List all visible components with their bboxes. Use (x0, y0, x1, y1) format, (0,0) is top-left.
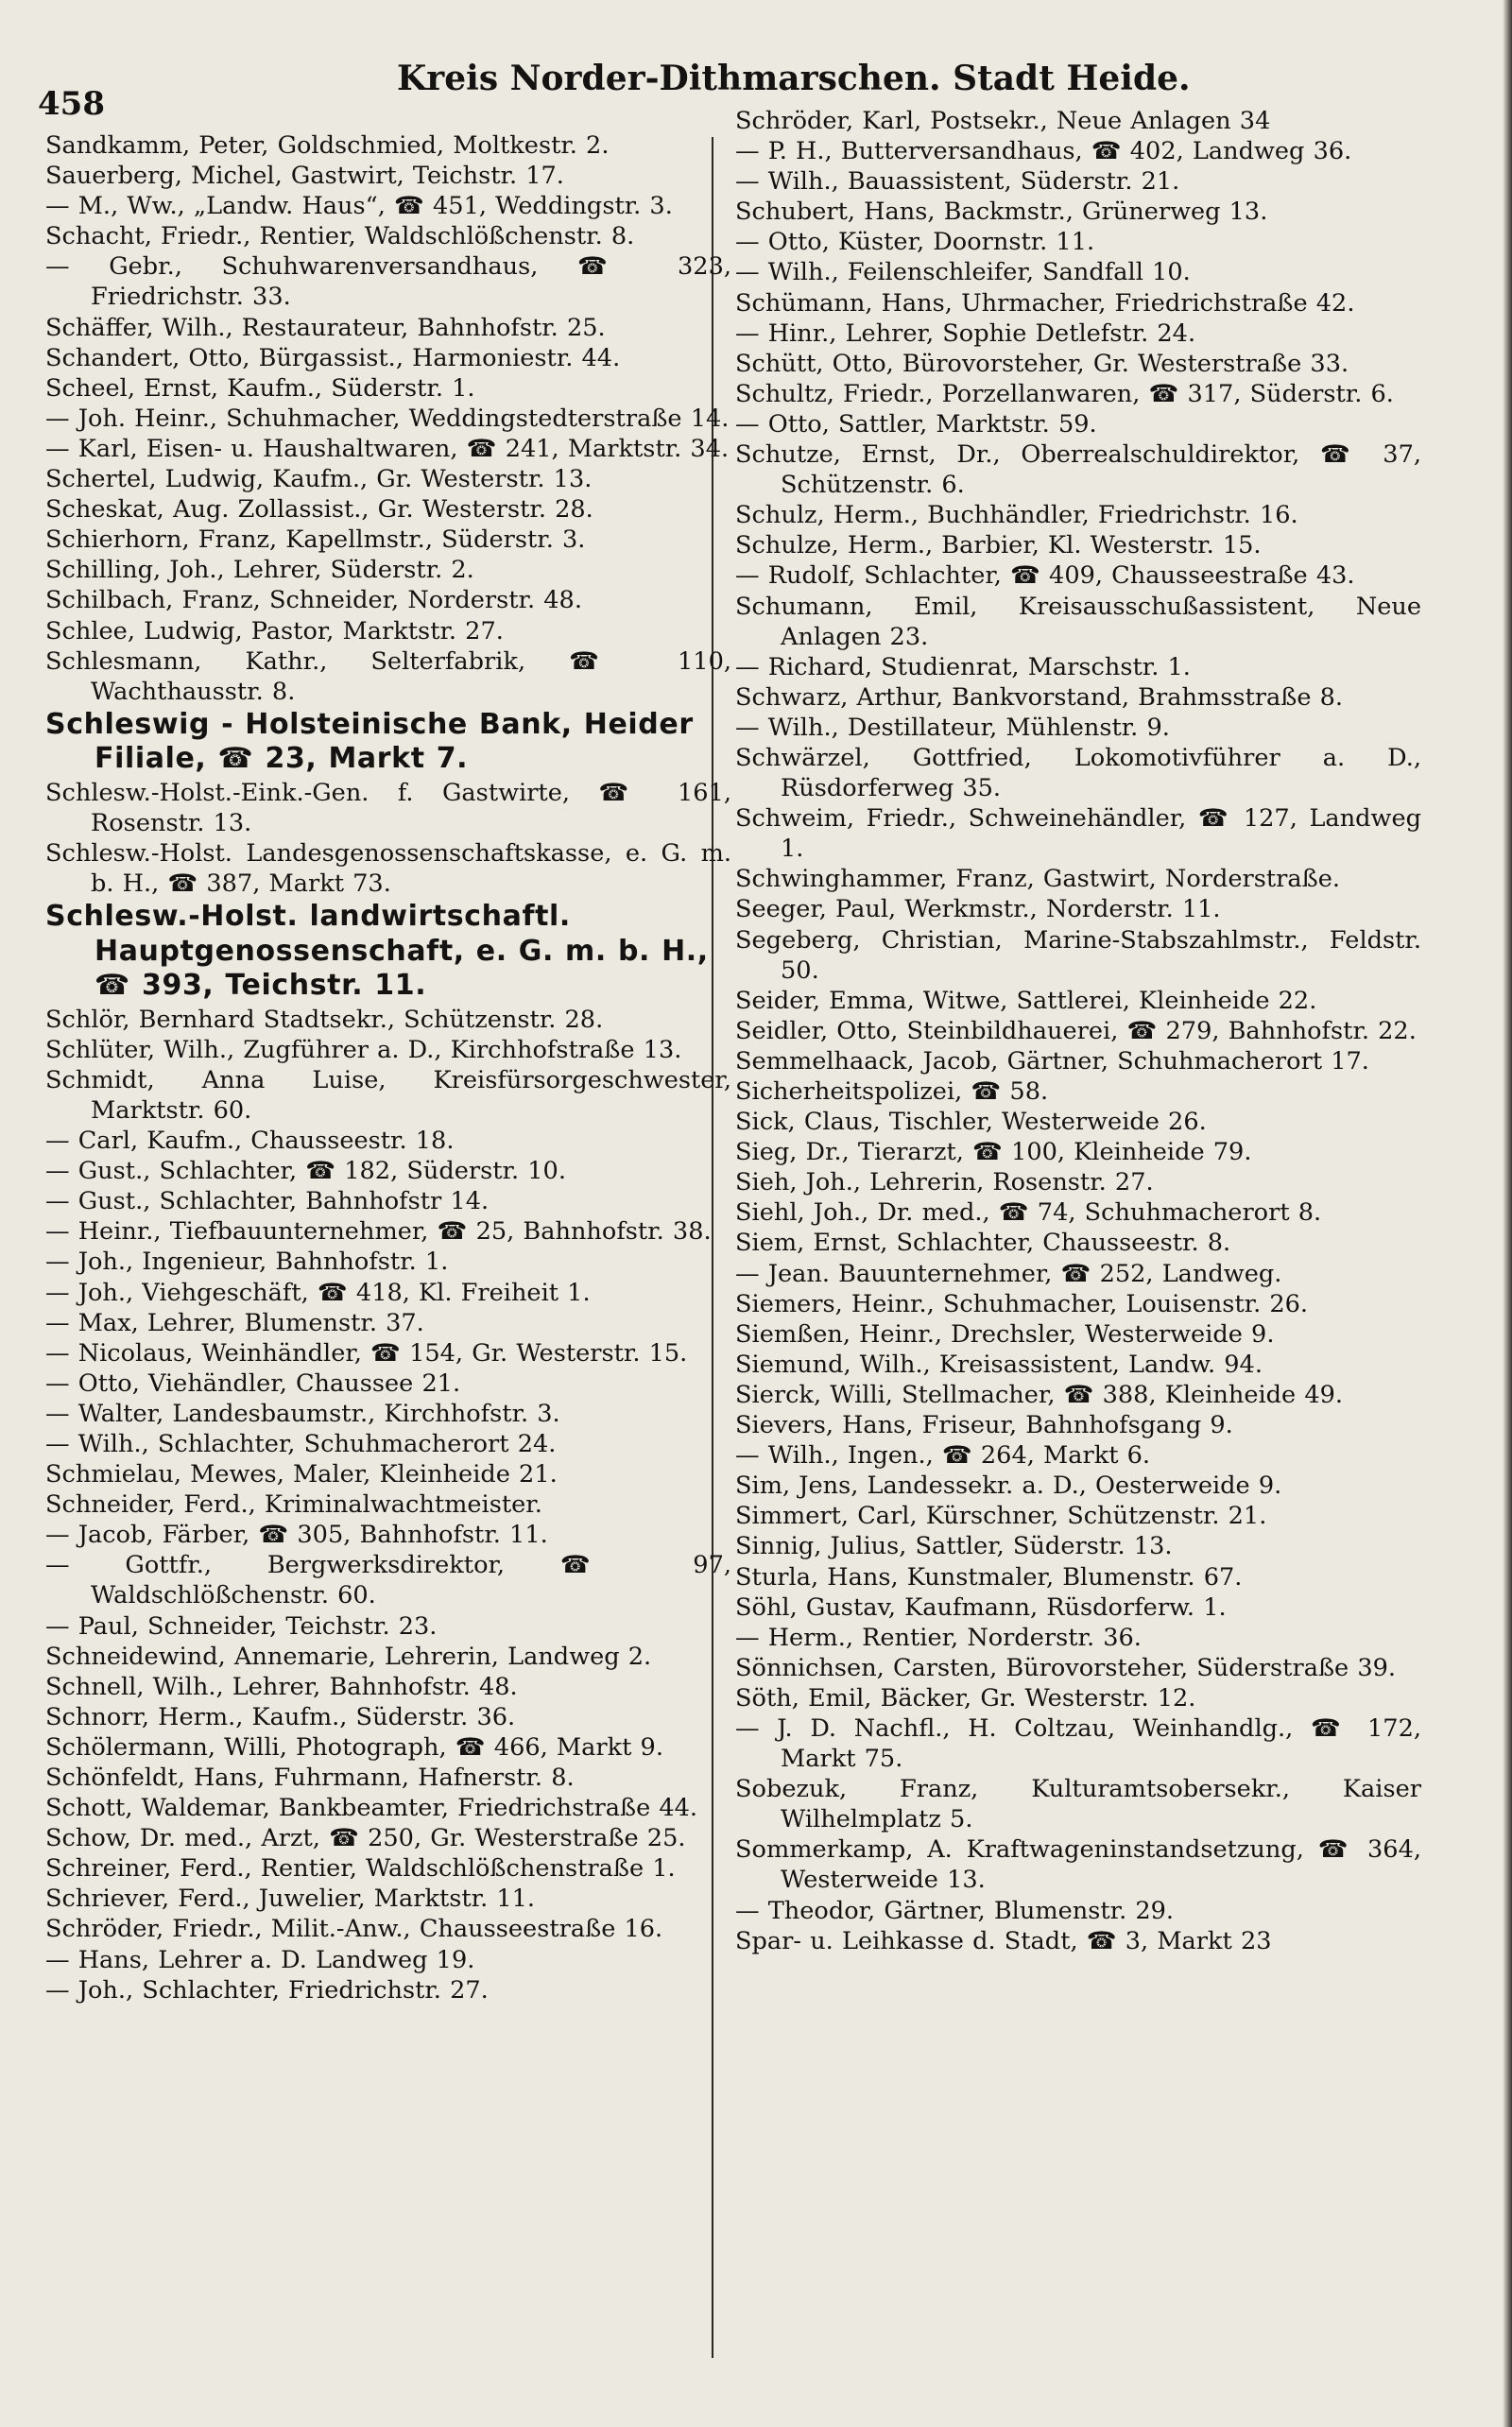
directory-entry: Sturla, Hans, Kunstmaler, Blumenstr. 67. (735, 1562, 1243, 1592)
directory-entry: — Carl, Kaufm., Chausseestr. 18. (45, 1127, 455, 1156)
directory-entry: Sandkamm, Peter, Goldschmied, Moltkestr. 2. (45, 131, 610, 160)
directory-entry-highlighted: Schlesw.-Holst. landwirtschaftl. Hauptgenossenschaft, e. G. m. b. H., ☎ 393, Teichstr. 11. (45, 900, 709, 1003)
directory-entry: — Paul, Schneider, Teichstr. 23. (45, 1611, 438, 1641)
directory-entry: Schlee, Ludwig, Pastor, Marktstr. 27. (45, 616, 504, 645)
directory-entry: Schölermann, Willi, Photograph, ☎ 466, Markt 9. (45, 1732, 663, 1762)
directory-entry: Semmelhaack, Jacob, Gärtner, Schuhmacherort 17. (735, 1046, 1369, 1076)
directory-entry: Schriever, Ferd., Juwelier, Marktstr. 11. (45, 1885, 536, 1914)
directory-entry: Schweim, Friedr., Schweinehändler, ☎ 127, Landweg 1. (735, 804, 1421, 864)
directory-entry: Seidler, Otto, Steinbildhauerei, ☎ 279, Bahnhofstr. 22. (735, 1016, 1417, 1045)
directory-entry: Sierck, Willi, Stellmacher, ☎ 388, Kleinheide 49. (735, 1380, 1344, 1409)
directory-entry: Schertel, Ludwig, Kaufm., Gr. Westerstr. 13. (45, 465, 593, 494)
directory-entry: Schwinghammer, Franz, Gastwirt, Norderstraße. (735, 865, 1341, 894)
directory-entry: Schott, Waldemar, Bankbeamter, Friedrichstraße 44. (45, 1794, 698, 1823)
running-title: Kreis Norder-Dithmarschen. Stadt Heide. (397, 59, 1191, 98)
directory-entry: Sieh, Joh., Lehrerin, Rosenstr. 27. (735, 1168, 1154, 1197)
directory-entry: Schutze, Ernst, Dr., Oberrealschuldirektor, ☎ 37, Schützenstr. 6. (735, 440, 1421, 500)
directory-entry: — Herm., Rentier, Norderstr. 36. (735, 1623, 1142, 1652)
page-number: 458 (38, 85, 105, 123)
directory-entry: Schubert, Hans, Backmstr., Grünerweg 13. (735, 198, 1268, 227)
directory-entry: — Wilh., Destillateur, Mühlenstr. 9. (735, 713, 1170, 742)
directory-entry: Siemers, Heinr., Schuhmacher, Louisenstr. 26. (735, 1289, 1309, 1318)
directory-entry: Sönnichsen, Carsten, Bürovorsteher, Süderstraße 39. (735, 1653, 1397, 1682)
directory-entry: — Karl, Eisen- u. Haushaltwaren, ☎ 241, Marktstr. 34. (45, 434, 730, 463)
page-edge-shadow (1503, 0, 1512, 2427)
directory-entry: — Hans, Lehrer a. D. Landweg 19. (45, 1945, 475, 1974)
directory-entry: — Max, Lehrer, Blumenstr. 37. (45, 1308, 424, 1337)
directory-entry: Simmert, Carl, Kürschner, Schützenstr. 21. (735, 1502, 1267, 1531)
directory-entry: — Theodor, Gärtner, Blumenstr. 29. (735, 1896, 1175, 1925)
directory-entry: Schacht, Friedr., Rentier, Waldschlößchenstr. 8. (45, 222, 635, 251)
directory-entry: Sievers, Hans, Friseur, Bahnhofsgang 9. (735, 1411, 1233, 1440)
directory-entry: Schlüter, Wilh., Zugführer a. D., Kirchhofstraße 13. (45, 1035, 682, 1064)
directory-entry: — Richard, Studienrat, Marschstr. 1. (735, 652, 1191, 681)
directory-entry: Schlör, Bernhard Stadtsekr., Schützenstr. 28. (45, 1005, 604, 1034)
directory-entry: Schwarz, Arthur, Bankvorstand, Brahmsstraße 8. (735, 682, 1344, 712)
directory-entry: Sicherheitspolizei, ☎ 58. (735, 1077, 1049, 1106)
directory-entry: Schumann, Emil, Kreisausschußassistent, Neue Anlagen 23. (735, 592, 1421, 651)
directory-entry: — Rudolf, Schlachter, ☎ 409, Chausseestraße 43. (735, 561, 1355, 591)
directory-entry: Sobezuk, Franz, Kulturamtsobersekr., Kaiser Wilhelmplatz 5. (735, 1775, 1421, 1834)
directory-entry: — Otto, Sattler, Marktstr. 59. (735, 409, 1097, 439)
directory-entry-highlighted: Schleswig - Holsteinische Bank, Heider Filiale, ☎ 23, Markt 7. (45, 707, 694, 776)
directory-entry: Schlesw.-Holst. Landesgenossenschaftskasse, e. G. m. b. H., ☎ 387, Markt 73. (45, 838, 731, 899)
right-column (735, 106, 1421, 1956)
directory-entry: Sinnig, Julius, Sattler, Süderstr. 13. (735, 1532, 1173, 1561)
directory-entry: — Gust., Schlachter, Bahnhofstr 14. (45, 1187, 490, 1216)
directory-entry: Schlesw.-Holst.-Eink.-Gen. f. Gastwirte, ☎ 161, Rosenstr. 13. (45, 778, 731, 837)
directory-entry: Siemßen, Heinr., Drechsler, Westerweide 9. (735, 1319, 1275, 1349)
directory-entry: Schmielau, Mewes, Maler, Kleinheide 21. (45, 1460, 558, 1489)
directory-entry: — Otto, Viehändler, Chaussee 21. (45, 1368, 461, 1398)
directory-entry: Siem, Ernst, Schlachter, Chausseestr. 8. (735, 1229, 1231, 1258)
directory-entry: Seider, Emma, Witwe, Sattlerei, Kleinheide 22. (735, 986, 1317, 1015)
directory-entry: — Joh., Viehgeschäft, ☎ 418, Kl. Freiheit 1. (45, 1278, 591, 1307)
directory-entry: Schlesmann, Kathr., Selterfabrik, ☎ 110, Wachthausstr. 8. (45, 646, 731, 706)
directory-entry: — Wilh., Bauassistent, Süderstr. 21. (735, 167, 1180, 197)
directory-entry: — Jean. Bauunternehmer, ☎ 252, Landweg. (735, 1259, 1282, 1288)
directory-entry: — Gottfr., Bergwerksdirektor, ☎ 97, Waldschlößchenstr. 60. (45, 1551, 731, 1610)
directory-entry: Sieg, Dr., Tierarzt, ☎ 100, Kleinheide 79. (735, 1138, 1252, 1167)
directory-entry: — Gebr., Schuhwarenversandhaus, ☎ 323, Friedrichstr. 33. (45, 252, 731, 312)
directory-entry: — Wilh., Feilenschleifer, Sandfall 10. (735, 258, 1191, 287)
directory-entry: Söth, Emil, Bäcker, Gr. Westerstr. 12. (735, 1683, 1196, 1713)
directory-entry: Schierhorn, Franz, Kapellmstr., Süderstr. 3. (45, 525, 586, 555)
directory-entry: Schnorr, Herm., Kaufm., Süderstr. 36. (45, 1702, 516, 1731)
directory-entry: — Nicolaus, Weinhändler, ☎ 154, Gr. Westerstr. 15. (45, 1338, 688, 1368)
directory-entry: Seeger, Paul, Werkmstr., Norderstr. 11. (735, 895, 1221, 924)
directory-entry: — Wilh., Ingen., ☎ 264, Markt 6. (735, 1441, 1151, 1471)
directory-entry: Söhl, Gustav, Kaufmann, Rüsdorferw. 1. (735, 1592, 1227, 1622)
directory-entry: Schümann, Hans, Uhrmacher, Friedrichstraße 42. (735, 288, 1355, 318)
directory-entry: Schreiner, Ferd., Rentier, Waldschlößchenstraße 1. (45, 1854, 676, 1884)
directory-entry: — Walter, Landesbaumstr., Kirchhofstr. 3. (45, 1399, 560, 1428)
directory-entry: — Joh. Heinr., Schuhmacher, Weddingstedterstraße 14. (45, 404, 730, 433)
directory-entry: Schröder, Karl, Postsekr., Neue Anlagen 34 (735, 107, 1271, 135)
left-column (45, 130, 731, 2005)
directory-entry: Sommerkamp, A. Kraftwageninstandsetzung, ☎ 364, Westerweide 13. (735, 1835, 1421, 1895)
directory-entry: — Wilh., Schlachter, Schuhmacherort 24. (45, 1429, 557, 1458)
directory-entry: — Joh., Schlachter, Friedrichstr. 27. (45, 1975, 489, 2005)
directory-entry: Spar- u. Leihkasse d. Stadt, ☎ 3, Markt 23 (735, 1926, 1272, 1955)
directory-entry: Schulz, Herm., Buchhändler, Friedrichstr. 16. (735, 501, 1298, 530)
directory-entry: Schnell, Wilh., Lehrer, Bahnhofstr. 48. (45, 1672, 518, 1701)
directory-entry: Sauerberg, Michel, Gastwirt, Teichstr. 17. (45, 162, 564, 191)
directory-entry: Schütt, Otto, Bürovorsteher, Gr. Westerstraße 33. (735, 349, 1349, 378)
directory-entry: Schmidt, Anna Luise, Kreisfürsorgeschwester, Marktstr. 60. (45, 1065, 731, 1125)
directory-entry: Siehl, Joh., Dr. med., ☎ 74, Schuhmacherort 8. (735, 1198, 1322, 1228)
directory-entry: Schröder, Friedr., Milit.-Anw., Chausseestraße 16. (45, 1915, 663, 1944)
directory-entry: — Heinr., Tiefbauunternehmer, ☎ 25, Bahnhofstr. 38. (45, 1217, 712, 1247)
directory-entry: Schneidewind, Annemarie, Lehrerin, Landweg 2. (45, 1642, 652, 1671)
directory-entry: Schönfeldt, Hans, Fuhrmann, Hafnerstr. 8. (45, 1764, 575, 1792)
directory-entry: Sick, Claus, Tischler, Westerweide 26. (735, 1108, 1207, 1137)
directory-entry: — J. D. Nachfl., H. Coltzau, Weinhandlg., ☎ 172, Markt 75. (735, 1713, 1421, 1774)
directory-entry: — M., Ww., „Landw. Haus“, ☎ 451, Weddingstr. 3. (45, 192, 673, 221)
directory-entry: Segeberg, Christian, Marine-Stabszahlmstr., Feldstr. 50. (735, 925, 1421, 985)
directory-entry: Schneider, Ferd., Kriminalwachtmeister. (45, 1490, 542, 1520)
directory-entry: — Gust., Schlachter, ☎ 182, Süderstr. 10. (45, 1157, 566, 1186)
directory-entry: — Hinr., Lehrer, Sophie Detlefstr. 24. (735, 318, 1196, 348)
directory-entry: Schandert, Otto, Bürgassist., Harmoniestr. 44. (45, 343, 621, 372)
directory-entry: Schwärzel, Gottfried, Lokomotivführer a. D., Rüsdorferweg 35. (735, 743, 1421, 803)
directory-entry: Schilling, Joh., Lehrer, Süderstr. 2. (45, 556, 474, 585)
directory-entry: — Jacob, Färber, ☎ 305, Bahnhofstr. 11. (45, 1521, 548, 1550)
directory-entry: Siemund, Wilh., Kreisassistent, Landw. 94. (735, 1350, 1263, 1379)
directory-entry: Schultz, Friedr., Porzellanwaren, ☎ 317, Süderstr. 6. (735, 379, 1394, 408)
directory-entry: — P. H., Butterversandhaus, ☎ 402, Landweg 36. (735, 137, 1352, 166)
directory-entry: Sim, Jens, Landessekr. a. D., Oesterweide 9. (735, 1472, 1282, 1501)
directory-entry: Schäffer, Wilh., Restaurateur, Bahnhofstr. 25. (45, 313, 606, 342)
directory-entry: Scheskat, Aug. Zollassist., Gr. Westerstr. 28. (45, 495, 593, 525)
directory-entry: Schilbach, Franz, Schneider, Norderstr. 48. (45, 586, 582, 615)
directory-entry: Schulze, Herm., Barbier, Kl. Westerstr. 15. (735, 531, 1262, 560)
directory-entry: Scheel, Ernst, Kaufm., Süderstr. 1. (45, 373, 475, 403)
directory-entry: — Joh., Ingenieur, Bahnhofstr. 1. (45, 1248, 449, 1277)
directory-entry: Schow, Dr. med., Arzt, ☎ 250, Gr. Westerstraße 25. (45, 1824, 686, 1853)
page-header (38, 57, 1191, 123)
directory-entry: — Otto, Küster, Doornstr. 11. (735, 228, 1095, 257)
